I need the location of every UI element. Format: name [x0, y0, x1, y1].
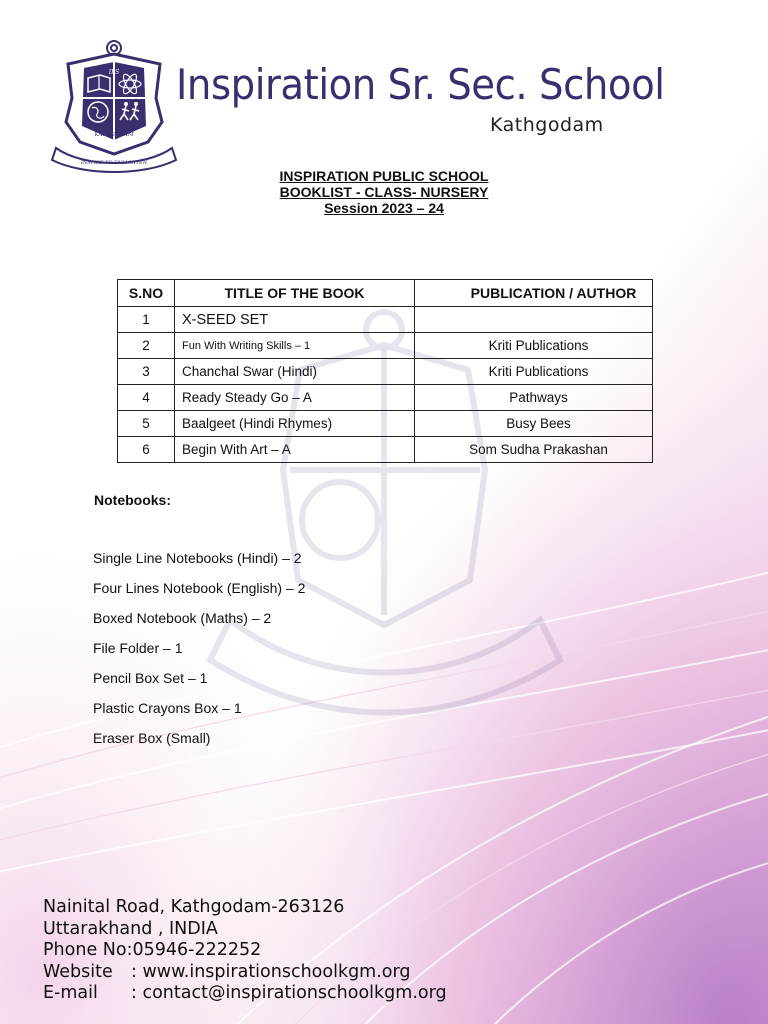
heading-session: Session 2023 – 24	[324, 200, 444, 216]
svg-text:KATHGODAM: KATHGODAM	[94, 132, 134, 138]
cell-title: Chanchal Swar (Hindi)	[175, 359, 415, 385]
notebooks-title: Notebooks:	[94, 492, 171, 508]
school-city: Kathgodam	[490, 114, 604, 136]
cell-publisher: Kriti Publications	[415, 333, 653, 359]
cell-publisher: Pathways	[415, 385, 653, 411]
column-header-sno: S.NO	[118, 280, 175, 307]
cell-publisher: Kriti Publications	[415, 359, 653, 385]
cell-sno: 1	[118, 307, 175, 333]
school-name: Inspiration Sr. Sec. School	[176, 60, 665, 109]
list-item: Single Line Notebooks (Hindi) – 2	[93, 550, 302, 566]
website-url: : www.inspirationschoolkgm.org	[131, 961, 411, 982]
cell-title: Baalgeet (Hindi Rhymes)	[175, 411, 415, 437]
email-label: E-mail	[43, 983, 98, 1003]
website-row	[43, 962, 447, 984]
cell-title: Begin With Art – A	[175, 437, 415, 463]
cell-title: Fun With Writing Skills – 1	[175, 333, 415, 359]
address-line-1: Nainital Road, Kathgodam-263126	[43, 897, 345, 917]
list-item: Boxed Notebook (Maths) – 2	[93, 610, 272, 626]
list-item: Four Lines Notebook (English) – 2	[93, 580, 306, 596]
document-headings	[0, 168, 768, 216]
heading-school: INSPIRATION PUBLIC SCHOOL	[279, 168, 489, 184]
cell-publisher: Busy Bees	[415, 411, 653, 437]
notebooks-list	[93, 548, 305, 758]
column-header-title: TITLE OF THE BOOK	[175, 280, 415, 307]
table-row	[118, 385, 653, 411]
email-row	[43, 983, 447, 1005]
cell-title: Ready Steady Go – A	[175, 385, 415, 411]
cell-publisher: Som Sudha Prakashan	[415, 437, 653, 463]
booklist-table	[117, 279, 653, 463]
table-row	[118, 437, 653, 463]
school-crest-logo	[50, 38, 178, 174]
email-address: : contact@inspirationschoolkgm.org	[131, 983, 447, 1003]
table-row	[118, 307, 653, 333]
table-header-row	[118, 280, 653, 307]
website-label: Website	[43, 961, 113, 982]
table-row	[118, 359, 653, 385]
phone-label: Phone No:	[43, 940, 133, 960]
phone-row	[43, 940, 447, 962]
column-header-publisher: PUBLICATION / AUTHOR	[415, 280, 653, 307]
heading-booklist: BOOKLIST - CLASS- NURSERY	[279, 184, 489, 200]
cell-title: X-SEED SET	[175, 307, 415, 333]
cell-sno: 4	[118, 385, 175, 411]
table-row	[118, 333, 653, 359]
phone-number: 05946-222252	[132, 940, 262, 960]
contact-footer	[43, 897, 447, 1005]
svg-text:INSPIRE TO ENLIGHTEN: INSPIRE TO ENLIGHTEN	[80, 160, 148, 166]
cell-publisher	[415, 307, 653, 333]
list-item: Pencil Box Set – 1	[93, 670, 208, 686]
crest-initials: IPS	[108, 69, 120, 76]
table-row	[118, 411, 653, 437]
list-item: Eraser Box (Small)	[93, 730, 211, 746]
list-item: File Folder – 1	[93, 640, 183, 656]
cell-sno: 3	[118, 359, 175, 385]
list-item: Plastic Crayons Box – 1	[93, 700, 242, 716]
cell-sno: 2	[118, 333, 175, 359]
cell-sno: 5	[118, 411, 175, 437]
address-line-2: Uttarakhand , INDIA	[43, 918, 218, 939]
cell-sno: 6	[118, 437, 175, 463]
